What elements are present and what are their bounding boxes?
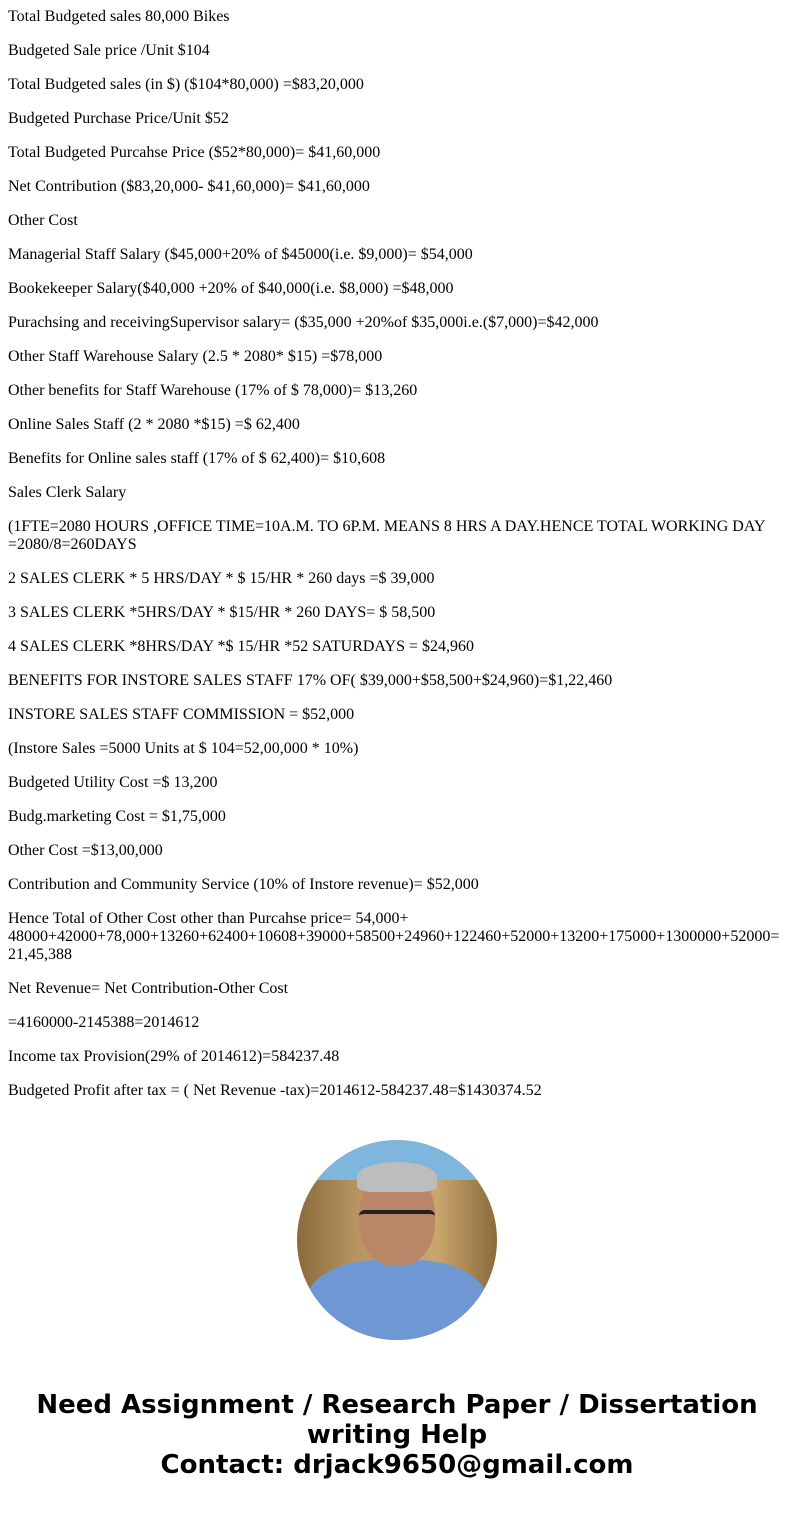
text-line: Bookekeeper Salary($40,000 +20% of $40,000(i.e. $8,000) =$48,000 [8, 280, 454, 297]
text-line: Hence Total of Other Cost other than Purcahse price= 54,000+ 48000+42000+78,000+13260+62400+10608+39000+58500+24960+122460+52000+13200+175000+1300000+52000= 21,45,388 [8, 910, 780, 963]
text-line: Sales Clerk Salary [8, 484, 127, 501]
text-line: Other Cost [8, 212, 78, 229]
text-line: 2 SALES CLERK * 5 HRS/DAY * $ 15/HR * 260 days =$ 39,000 [8, 570, 435, 587]
text-line: Online Sales Staff (2 * 2080 *$15) =$ 62,400 [8, 416, 300, 433]
document-body [8, 8, 786, 1100]
text-line: Net Contribution ($83,20,000- $41,60,000)= $41,60,000 [8, 178, 370, 195]
text-line: Net Revenue= Net Contribution-Other Cost [8, 980, 289, 997]
text-line: Budgeted Purchase Price/Unit $52 [8, 110, 229, 127]
text-line: Managerial Staff Salary ($45,000+20% of $45000(i.e. $9,000)= $54,000 [8, 246, 473, 263]
text-line: (1FTE=2080 HOURS ,OFFICE TIME=10A.M. TO 6P.M. MEANS 8 HRS A DAY.HENCE TOTAL WORKING DAY =2080/8=260DAYS [8, 518, 765, 553]
text-line: Total Budgeted sales (in $) ($104*80,000) =$83,20,000 [8, 76, 364, 93]
text-line: 3 SALES CLERK *5HRS/DAY * $15/HR * 260 DAYS= $ 58,500 [8, 604, 436, 621]
text-line: 4 SALES CLERK *8HRS/DAY *$ 15/HR *52 SATURDAYS = $24,960 [8, 638, 474, 655]
text-line: Budgeted Profit after tax = ( Net Revenue -tax)=2014612-584237.48=$1430374.52 [8, 1082, 542, 1099]
text-line: =4160000-2145388=2014612 [8, 1014, 200, 1031]
text-line: Budg.marketing Cost = $1,75,000 [8, 808, 226, 825]
text-line: Contribution and Community Service (10% of Instore revenue)= $52,000 [8, 876, 479, 893]
text-line: Other Staff Warehouse Salary (2.5 * 2080* $15) =$78,000 [8, 348, 383, 365]
footer-contact: Contact: drjack9650@gmail.com [160, 1450, 634, 1480]
text-line: Total Budgeted Purcahse Price ($52*80,000)= $41,60,000 [8, 144, 381, 161]
footer-ad [8, 1390, 786, 1480]
text-line: Other benefits for Staff Warehouse (17% of $ 78,000)= $13,260 [8, 382, 418, 399]
text-line: Budgeted Utility Cost =$ 13,200 [8, 774, 218, 791]
footer-headline: Need Assignment / Research Paper / Dissertation writing Help [36, 1390, 758, 1450]
text-line: Purachsing and receivingSupervisor salary= ($35,000 +20%of $35,000i.e.($7,000)=$42,000 [8, 314, 599, 331]
text-line: BENEFITS FOR INSTORE SALES STAFF 17% OF( $39,000+$58,500+$24,960)=$1,22,460 [8, 672, 613, 689]
author-photo [297, 1140, 497, 1340]
text-line: (Instore Sales =5000 Units at $ 104=52,00,000 * 10%) [8, 740, 359, 757]
text-line: Budgeted Sale price /Unit $104 [8, 42, 210, 59]
author-photo-container [8, 1140, 786, 1340]
text-line: Other Cost =$13,00,000 [8, 842, 163, 859]
text-line: Benefits for Online sales staff (17% of $ 62,400)= $10,608 [8, 450, 386, 467]
text-line: INSTORE SALES STAFF COMMISSION = $52,000 [8, 706, 355, 723]
text-line: Total Budgeted sales 80,000 Bikes [8, 8, 230, 25]
text-line: Income tax Provision(29% of 2014612)=584237.48 [8, 1048, 340, 1065]
